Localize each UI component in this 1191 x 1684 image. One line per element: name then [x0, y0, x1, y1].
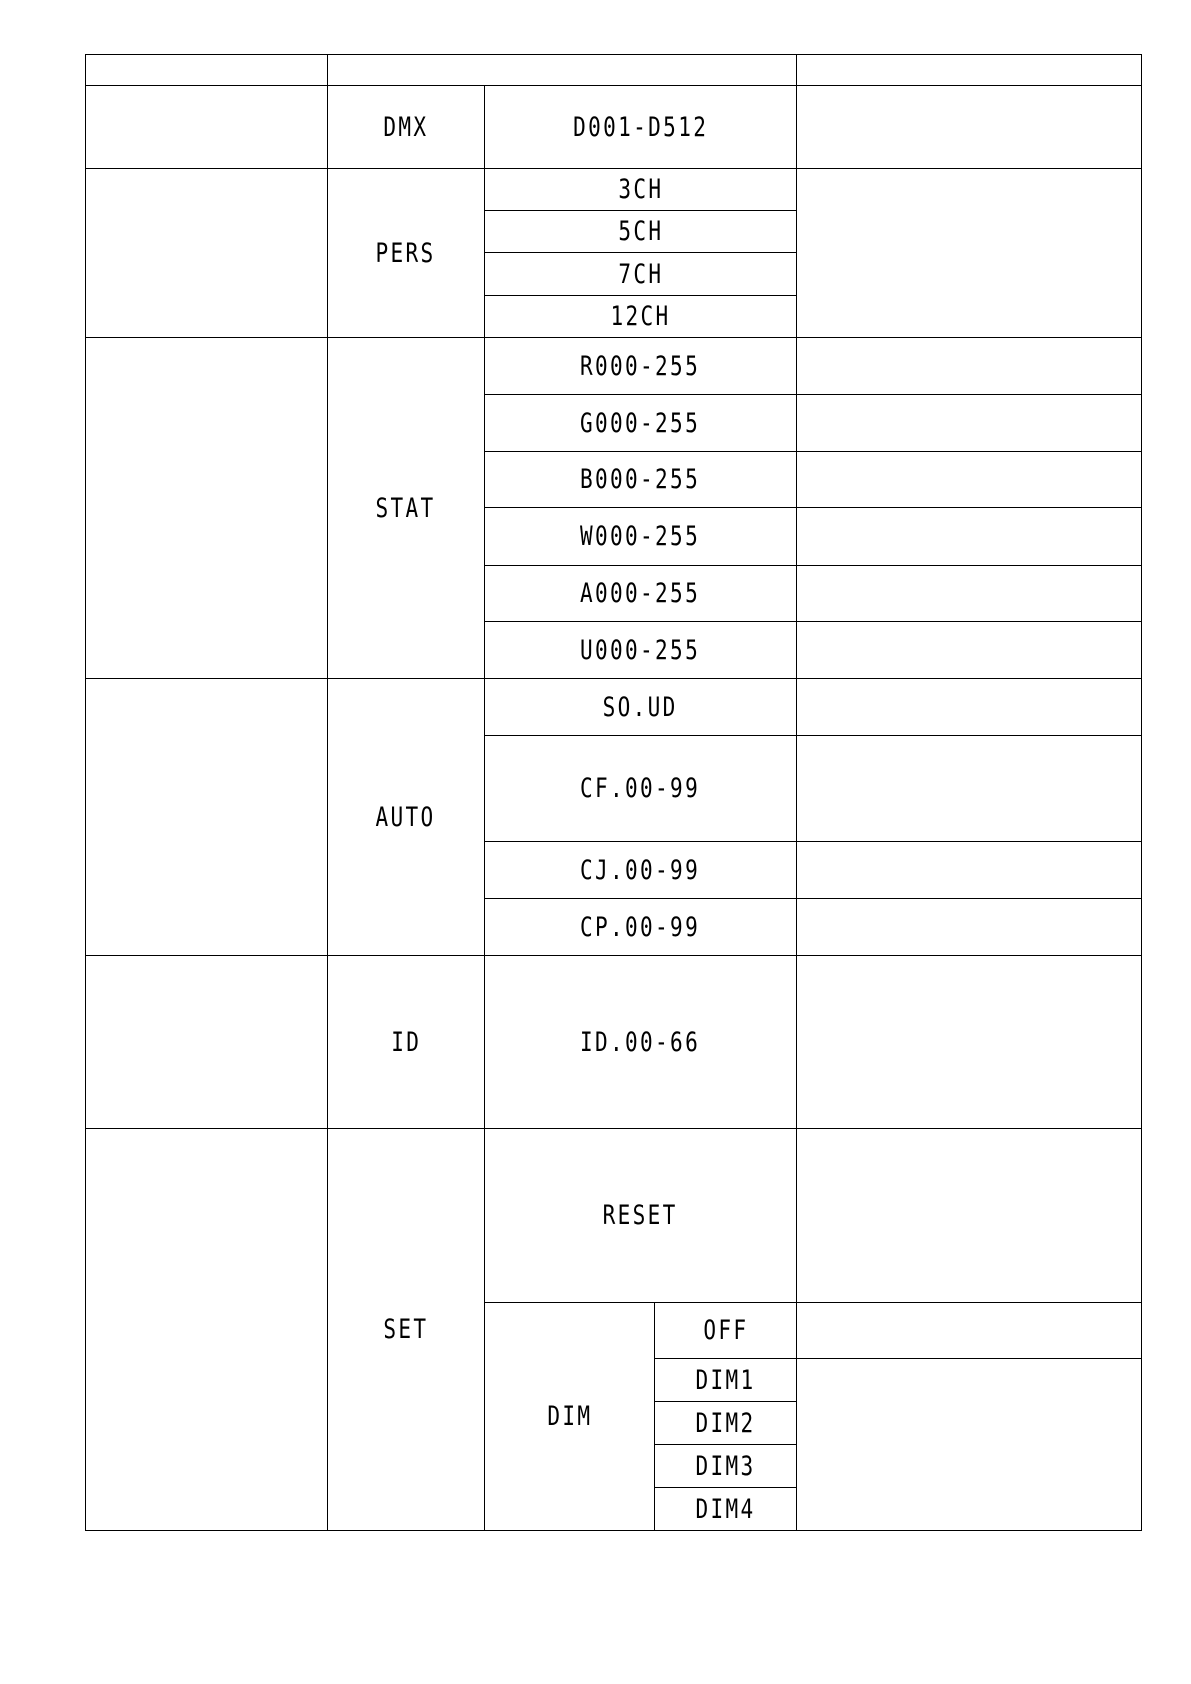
stat-option-label: A000-255 [580, 578, 701, 609]
stat-option-cell [485, 395, 797, 452]
stat-description-cell [797, 395, 1142, 452]
stat-option-cell [485, 622, 797, 679]
pers-option-cell [485, 169, 797, 211]
stat-option-cell [485, 566, 797, 622]
stat-option-label: U000-255 [580, 634, 701, 666]
dmx-value-label: D001-D512 [572, 111, 709, 143]
stat-option-cell [485, 338, 797, 395]
stat-menu-cell [328, 338, 485, 679]
set-function-cell [86, 1129, 328, 1531]
dim-menu-label: DIM [546, 1401, 593, 1432]
stat-description-cell [797, 622, 1142, 679]
stat-menu-label: STAT [375, 492, 437, 524]
header-cell-function [86, 55, 328, 86]
table-header-row [86, 55, 1142, 86]
table-row [86, 86, 1142, 169]
stat-option-label: R000-255 [580, 350, 701, 382]
pers-description-cell [797, 169, 1142, 338]
auto-option-cell [485, 899, 797, 956]
pers-option-cell [485, 296, 797, 338]
auto-option-label: CJ.00-99 [580, 854, 701, 886]
dmx-description-cell [797, 86, 1142, 169]
auto-menu-label: AUTO [375, 801, 437, 833]
table-row [86, 1129, 1142, 1303]
auto-description-cell [797, 736, 1142, 842]
dim-option-cell [655, 1359, 797, 1402]
dmx-menu-cell [328, 86, 485, 169]
table-row [86, 338, 1142, 395]
auto-option-cell [485, 842, 797, 899]
dim-option-cell [655, 1488, 797, 1531]
dim-modes-description-cell [797, 1359, 1142, 1531]
pers-menu-label: PERS [375, 237, 437, 269]
pers-option-cell [485, 211, 797, 253]
stat-option-cell [485, 508, 797, 566]
auto-option-cell [485, 736, 797, 842]
pers-menu-cell [328, 169, 485, 338]
id-menu-cell [328, 956, 485, 1129]
id-menu-label: ID [390, 1026, 422, 1058]
set-menu-cell [328, 1129, 485, 1531]
dmx-menu-label: DMX [383, 111, 429, 143]
auto-function-cell [86, 679, 328, 956]
dim-option-cell [655, 1303, 797, 1359]
reset-label: RESET [602, 1200, 679, 1231]
dmx-value-cell [485, 86, 797, 169]
auto-description-cell [797, 842, 1142, 899]
table-row [86, 956, 1142, 1129]
id-function-cell [86, 956, 328, 1129]
stat-description-cell [797, 452, 1142, 508]
menu-table [85, 54, 1142, 1531]
dim-option-cell [655, 1445, 797, 1488]
auto-option-label: CP.00-99 [580, 911, 701, 943]
auto-description-cell [797, 679, 1142, 736]
auto-option-label: CF.00-99 [580, 773, 701, 804]
pers-option-label: 7CH [617, 258, 664, 290]
reset-cell [485, 1129, 797, 1303]
reset-description-cell [797, 1129, 1142, 1303]
id-value-label: ID.00-66 [580, 1026, 701, 1058]
set-menu-label: SET [383, 1314, 429, 1345]
pers-option-cell [485, 253, 797, 296]
dim-option-label: DIM3 [695, 1450, 756, 1482]
table-row [86, 679, 1142, 736]
header-cell-description [797, 55, 1142, 86]
id-description-cell [797, 956, 1142, 1129]
stat-option-cell [485, 452, 797, 508]
stat-option-label: G000-255 [580, 407, 701, 439]
dim-menu-cell [485, 1303, 655, 1531]
stat-option-label: B000-255 [580, 464, 701, 495]
stat-description-cell [797, 338, 1142, 395]
auto-option-label: SO.UD [602, 691, 679, 723]
header-cell-display [328, 55, 797, 86]
stat-description-cell [797, 566, 1142, 622]
pers-option-label: 12CH [610, 301, 671, 332]
id-value-cell [485, 956, 797, 1129]
dmx-function-cell [86, 86, 328, 169]
dim-option-label: DIM2 [695, 1407, 756, 1439]
dim-option-label: OFF [702, 1315, 749, 1346]
auto-option-cell [485, 679, 797, 736]
dim-option-label: DIM4 [695, 1493, 756, 1525]
dim-option-label: DIM1 [695, 1364, 756, 1396]
stat-function-cell [86, 338, 328, 679]
dim-option-cell [655, 1402, 797, 1445]
stat-description-cell [797, 508, 1142, 566]
pers-option-label: 3CH [617, 174, 664, 205]
table-row [86, 169, 1142, 211]
dim-off-description-cell [797, 1303, 1142, 1359]
pers-function-cell [86, 169, 328, 338]
auto-menu-cell [328, 679, 485, 956]
auto-description-cell [797, 899, 1142, 956]
stat-option-label: W000-255 [580, 521, 701, 552]
pers-option-label: 5CH [617, 216, 664, 247]
